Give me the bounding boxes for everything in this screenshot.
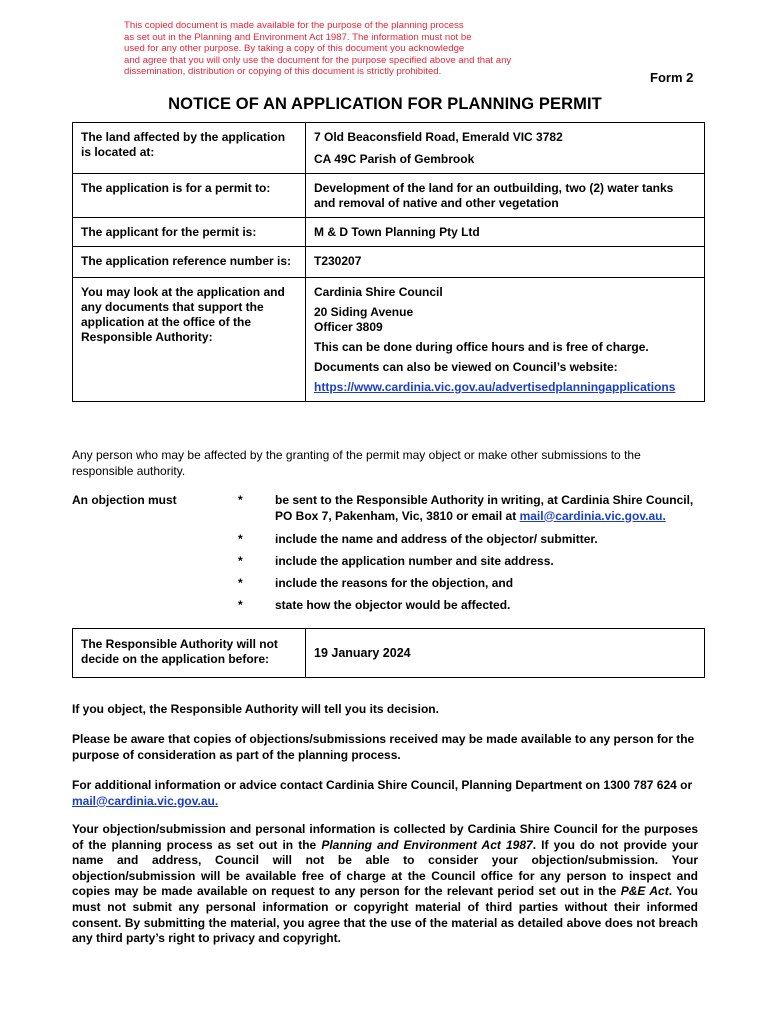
reference-value: T230207 [306, 247, 705, 278]
disclaimer-line: and agree that you will only use the document for the purpose specified above and that any [124, 54, 512, 66]
table-row [73, 278, 705, 402]
page-title: NOTICE OF AN APPLICATION FOR PLANNING PERMIT [168, 95, 602, 113]
advertised-applications-link[interactable]: https://www.cardinia.vic.gov.au/advertisedplanningapplications [314, 380, 676, 394]
objection-item-name: include the name and address of the objector/ submitter. [275, 532, 598, 546]
decision-notice: If you object, the Responsible Authority will tell you its decision. [72, 702, 439, 716]
applicant-value: M & D Town Planning Pty Ltd [306, 218, 705, 247]
act-name: Planning and Environment Act 1987 [321, 837, 533, 852]
bullet-star: * [238, 554, 243, 568]
permit-label: The application is for a permit to: [73, 174, 306, 218]
table-row [73, 218, 705, 247]
decision-label: The Responsible Authority will not decide on the application before: [73, 629, 306, 678]
application-details-table [72, 122, 705, 402]
objection-intro: Any person who may be affected by the granting of the permit may object or make other submissions to the responsible authority. [72, 448, 641, 478]
land-address: 7 Old Beaconsfield Road, Emerald VIC 3782 [314, 130, 563, 144]
contact-email-link[interactable]: mail@cardinia.vic.gov.au. [72, 793, 219, 808]
table-row [73, 123, 705, 174]
objection-item-send: be sent to the Responsible Authority in writing, at Cardinia Shire Council, PO Box 7, Pakenham, Vic, 3810 or email at mail@cardinia.vic.gov.au. [275, 493, 694, 523]
council-office-details [306, 278, 705, 402]
website-note: Documents can also be viewed on Council’s website: [314, 360, 618, 374]
permit-value: Development of the land for an outbuilding, two (2) water tanks and removal of native and other vegetation [306, 174, 705, 218]
table-row [73, 174, 705, 218]
decision-date-table [72, 628, 705, 678]
council-street: 20 Siding Avenue [314, 305, 414, 319]
objection-item-affected: state how the objector would be affected. [275, 598, 511, 612]
objection-item-number: include the application number and site address. [275, 554, 554, 568]
land-parish: CA 49C Parish of Gembrook [314, 152, 475, 166]
privacy-statement: Your objection/submission and personal information is collected by Cardinia Shire Council for the purposes of the planning process as set out in the Planning and Environment Act 1987. If you do not provide your name and address, Council will not be able to consider your objection/submission. Your objection/submission will be available free of charge at the Council office for any person to inspect and copies may be made available on request to any person for the relevant period set out in the P&E Act. You must not submit any personal information or copyright material of third parties without their informed consent. By submitting the material, you agree that the use of the material as detailed above does not breach any third party’s right to privacy and copyright. [72, 822, 698, 946]
reference-label: The application reference number is: [73, 247, 306, 278]
office-hours-note: This can be done during office hours and is free of charge. [314, 340, 649, 354]
bullet-star: * [238, 532, 243, 546]
land-label: The land affected by the application is located at: [73, 123, 306, 174]
objection-email-link[interactable]: mail@cardinia.vic.gov.au. [519, 508, 666, 523]
form-number: Form 2 [650, 70, 694, 85]
inspect-label: You may look at the application and any documents that support the application at the office of the Responsible Authority: [73, 278, 306, 402]
bullet-star: * [238, 598, 243, 612]
disclaimer-line: as set out in the Planning and Environment Act 1987. The information must not be [124, 31, 472, 43]
disclaimer-line: This copied document is made available for the purpose of the planning process [124, 20, 464, 31]
disclaimer-line: dissemination, distribution or copying of this document is strictly prohibited. [124, 66, 442, 78]
council-suburb: Officer 3809 [314, 320, 383, 334]
copyright-disclaimer [124, 20, 534, 78]
table-row [73, 247, 705, 278]
copies-notice: Please be aware that copies of objections/submissions received may be made available to any person for the purpose of consideration as part of the planning process. [72, 732, 695, 762]
bullet-star: * [238, 576, 243, 590]
land-value [306, 123, 705, 174]
decision-date: 19 January 2024 [306, 629, 705, 678]
council-name: Cardinia Shire Council [314, 285, 443, 299]
disclaimer-line: used for any other purpose. By taking a copy of this document you acknowledge [124, 43, 465, 55]
contact-notice: For additional information or advice contact Cardinia Shire Council, Planning Department on 1300 787 624 or mail@cardinia.vic.gov.au. [72, 778, 693, 808]
applicant-label: The applicant for the permit is: [73, 218, 306, 247]
objection-item-reasons: include the reasons for the objection, and [275, 576, 514, 590]
objection-heading: An objection must [72, 493, 177, 507]
bullet-star: * [238, 493, 243, 507]
act-abbreviation: P&E Act [620, 884, 669, 899]
table-row [73, 629, 705, 678]
